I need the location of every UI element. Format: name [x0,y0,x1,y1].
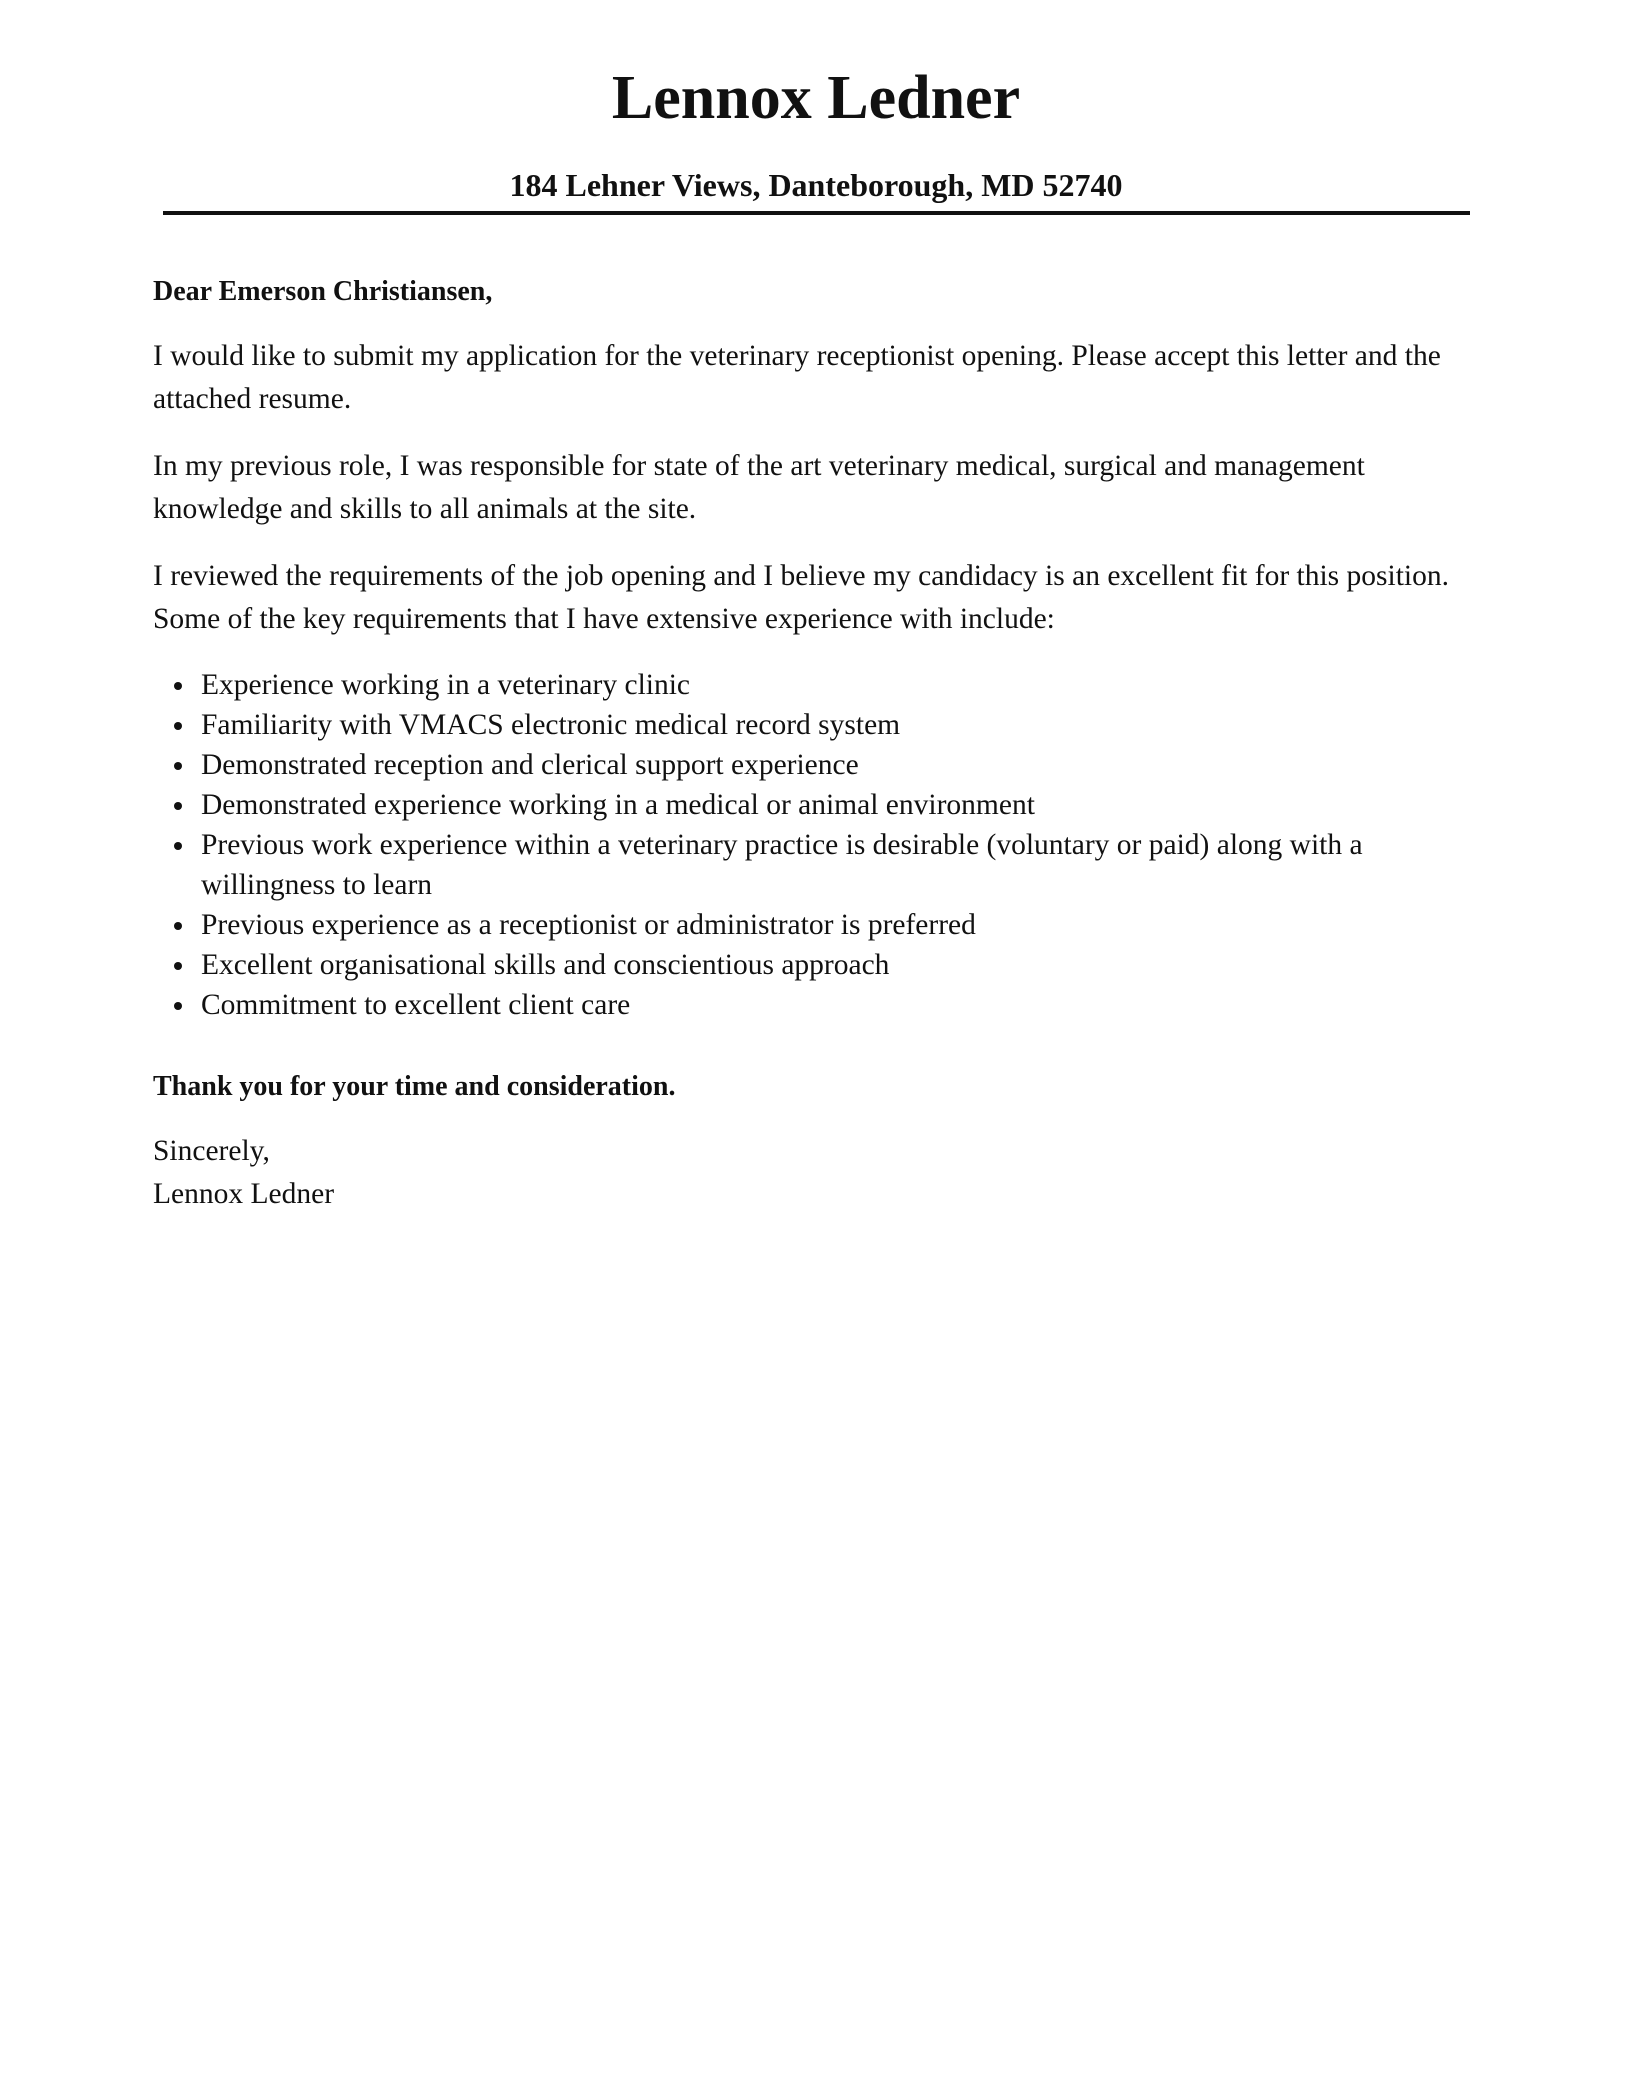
applicant-name: Lennox Ledner [611,64,1021,132]
list-item: Commitment to excellent client care [201,985,1483,1025]
list-item: Demonstrated experience working in a medical or animal environment [201,785,1483,825]
closing-line: Thank you for your time and consideration. [153,1071,676,1102]
list-item: Excellent organisational skills and conscientious approach [201,945,1483,985]
paragraph-intro: I would like to submit my application for the veterinary receptionist opening. Please accept this letter and the attached resume. [153,340,1441,415]
list-item: Previous work experience within a veterinary practice is desirable (voluntary or paid) along with a willingness to learn [201,825,1483,905]
signoff-block [153,1130,1483,1216]
letter-body [153,270,1483,1216]
requirements-list [153,665,1483,1025]
paragraph-previous-role: In my previous role, I was responsible for state of the art veterinary medical, surgical and management knowledge and skills to all animals at the site. [153,450,1365,525]
paragraph-requirements-intro: I reviewed the requirements of the job opening and I believe my candidacy is an excellent fit for this position. Some of the key requirements that I have extensive experience with include: [153,560,1449,635]
list-item: Experience working in a veterinary clinic [201,665,1483,705]
signoff: Sincerely, [153,1135,270,1167]
list-item: Previous experience as a receptionist or administrator is preferred [201,905,1483,945]
salutation: Dear Emerson Christiansen, [153,276,493,307]
header-divider [163,211,1470,215]
list-item: Demonstrated reception and clerical support experience [201,745,1483,785]
list-item: Familiarity with VMACS electronic medical record system [201,705,1483,745]
applicant-address: 184 Lehner Views, Danteborough, MD 52740 [509,167,1123,203]
signature-name: Lennox Ledner [153,1178,335,1210]
